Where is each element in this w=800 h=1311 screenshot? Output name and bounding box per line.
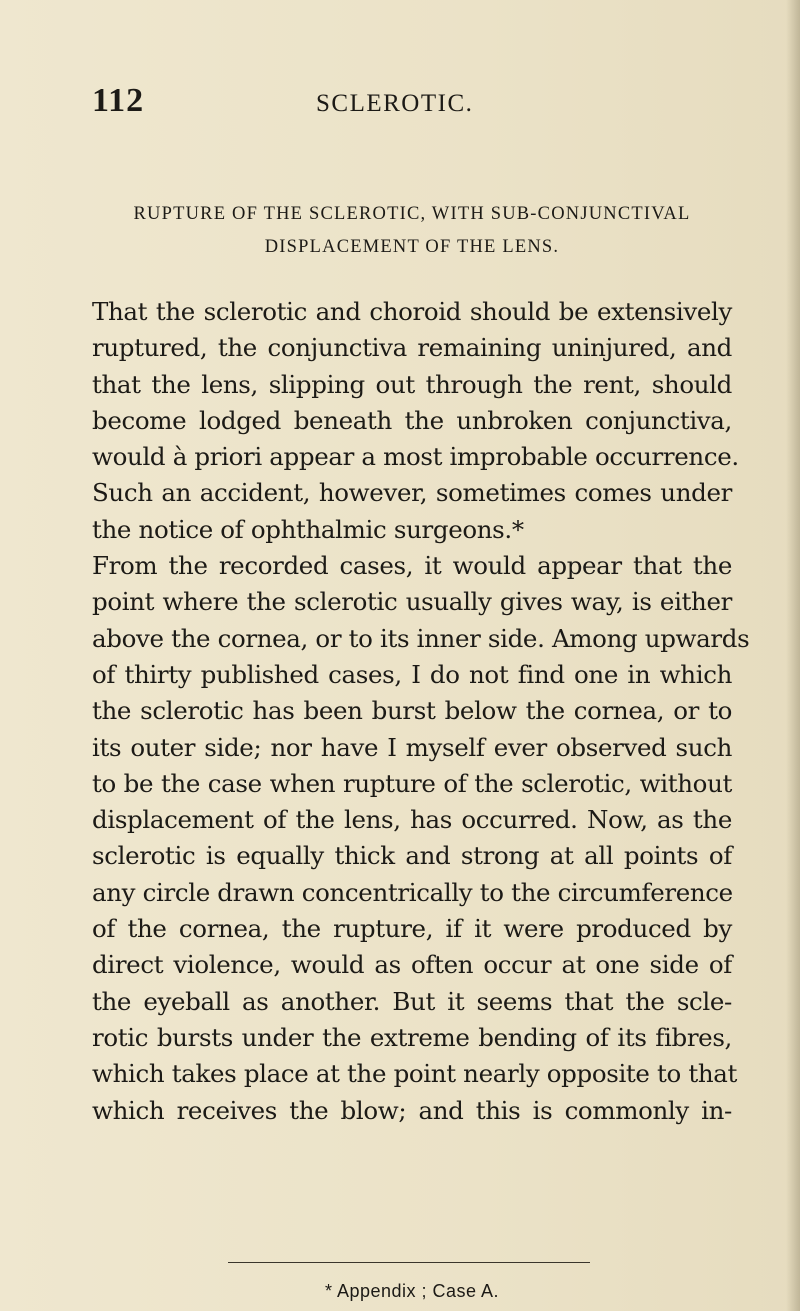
section-heading-line-1: RUPTURE OF THE SCLEROTIC, WITH SUB-CONJUNCTIVAL <box>133 204 691 224</box>
body-line: that the lens, slipping out through the rent, should <box>92 369 732 399</box>
running-head <box>92 82 732 122</box>
body-line: Such an accident, however, sometimes comes under <box>92 478 732 508</box>
body-line: would à priori appear a most improbable occurrence. <box>92 442 739 472</box>
body-line: displacement of the lens, has occurred. Now, as the <box>92 805 732 835</box>
body-line: direct violence, would as often occur at one side of <box>92 950 732 980</box>
body-line: the sclerotic has been burst below the cornea, or to <box>92 696 732 726</box>
body-line: of thirty published cases, I do not find one in which <box>92 659 732 689</box>
body-line: the notice of ophthalmic surgeons.* <box>92 514 524 544</box>
section-heading-line-2: DISPLACEMENT OF THE LENS. <box>264 237 560 257</box>
page-edge-shadow <box>786 0 800 1311</box>
footnote: * Appendix ; Case A. <box>324 1281 500 1301</box>
body-line: rotic bursts under the extreme bending of its fibres, <box>92 1022 732 1052</box>
body-line: That the sclerotic and choroid should be extensively <box>92 297 732 326</box>
body-line: From the recorded cases, it would appear that the <box>92 551 732 581</box>
body-line: of the cornea, the rupture, if it were produced by <box>92 914 732 944</box>
footnote-rule <box>228 1262 590 1263</box>
body-line: which takes place at the point nearly opposite to that <box>92 1059 738 1089</box>
body-line: ruptured, the conjunctiva remaining uninjured, and <box>92 333 732 363</box>
body-line: point where the sclerotic usually gives way, is either <box>92 587 732 617</box>
body-line: sclerotic is equally thick and strong at all points of <box>92 841 732 871</box>
section-heading <box>92 198 732 264</box>
body-text <box>92 294 750 1129</box>
running-title: SCLEROTIC. <box>316 90 474 117</box>
page-number: 112 <box>92 82 145 119</box>
body-line: the eyeball as another. But it seems that the scle- <box>92 986 732 1016</box>
body-line: any circle drawn concentrically to the circumference <box>92 877 733 907</box>
body-line: its outer side; nor have I myself ever observed such <box>92 732 732 762</box>
body-line: to be the case when rupture of the sclerotic, without <box>92 768 732 798</box>
body-line: above the cornea, or to its inner side. Among upwards <box>92 623 750 653</box>
body-line: which receives the blow; and this is commonly in- <box>92 1095 732 1125</box>
body-line: become lodged beneath the unbroken conjunctiva, <box>92 405 732 435</box>
